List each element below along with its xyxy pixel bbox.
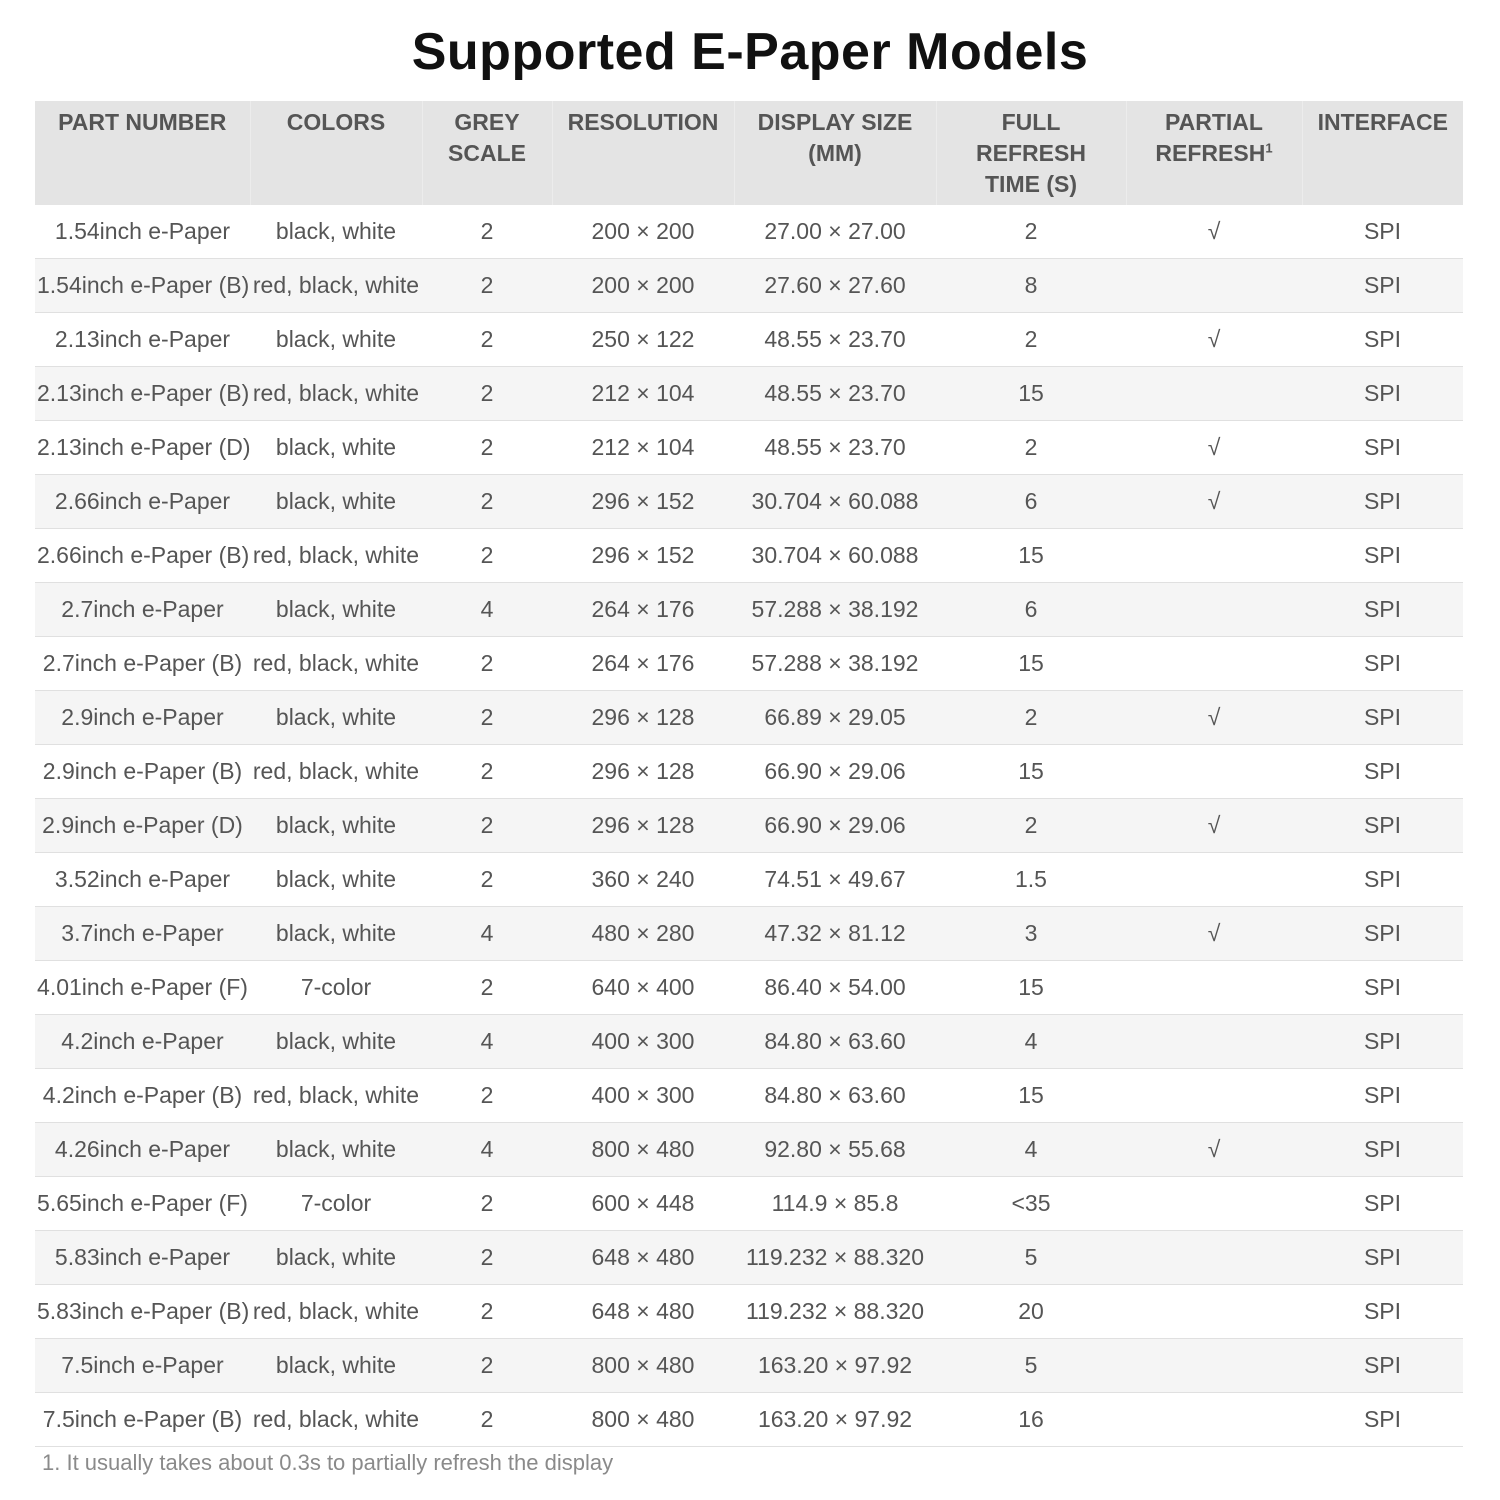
resolution-cell: 296 × 128 — [552, 745, 734, 799]
header-resolution: RESOLUTION — [552, 101, 734, 205]
partial-refresh-cell — [1126, 1339, 1302, 1393]
display-size-cell: 30.704 × 60.088 — [734, 475, 936, 529]
part-number-cell: 5.65inch e-Paper (F) — [35, 1177, 250, 1231]
partial-refresh-cell: √ — [1126, 313, 1302, 367]
header-grey-scale: GREY SCALE — [422, 101, 552, 205]
full-refresh-cell: 2 — [936, 313, 1126, 367]
partial-refresh-cell — [1126, 1231, 1302, 1285]
full-refresh-cell: 2 — [936, 691, 1126, 745]
display-size-cell: 48.55 × 23.70 — [734, 367, 936, 421]
grey-scale-cell: 2 — [422, 529, 552, 583]
table-row — [35, 313, 1463, 367]
grey-scale-cell: 2 — [422, 1285, 552, 1339]
grey-scale-cell: 2 — [422, 961, 552, 1015]
display-size-cell: 47.32 × 81.12 — [734, 907, 936, 961]
display-size-cell: 66.90 × 29.06 — [734, 799, 936, 853]
full-refresh-cell: 1.5 — [936, 853, 1126, 907]
partial-refresh-cell — [1126, 367, 1302, 421]
table-row — [35, 259, 1463, 313]
resolution-cell: 800 × 480 — [552, 1339, 734, 1393]
table-row — [35, 529, 1463, 583]
interface-cell: SPI — [1302, 691, 1463, 745]
table-row — [35, 1123, 1463, 1177]
part-number-cell: 4.2inch e-Paper — [35, 1015, 250, 1069]
footnote: 1. It usually takes about 0.3s to partially refresh the display — [42, 1450, 614, 1475]
part-number-cell: 2.7inch e-Paper (B) — [35, 637, 250, 691]
resolution-cell: 400 × 300 — [552, 1069, 734, 1123]
full-refresh-cell: 15 — [936, 529, 1126, 583]
display-size-cell: 48.55 × 23.70 — [734, 313, 936, 367]
grey-scale-cell: 2 — [422, 1231, 552, 1285]
interface-cell: SPI — [1302, 1393, 1463, 1447]
header-full-refresh: FULL REFRESH TIME (S) — [936, 101, 1126, 205]
partial-refresh-cell — [1126, 1015, 1302, 1069]
colors-cell: black, white — [250, 853, 422, 907]
grey-scale-cell: 4 — [422, 1123, 552, 1177]
resolution-cell: 600 × 448 — [552, 1177, 734, 1231]
grey-scale-cell: 2 — [422, 1177, 552, 1231]
grey-scale-cell: 2 — [422, 475, 552, 529]
interface-cell: SPI — [1302, 907, 1463, 961]
part-number-cell: 2.13inch e-Paper — [35, 313, 250, 367]
grey-scale-cell: 4 — [422, 907, 552, 961]
part-number-cell: 1.54inch e-Paper — [35, 205, 250, 259]
part-number-cell: 3.7inch e-Paper — [35, 907, 250, 961]
partial-refresh-cell — [1126, 745, 1302, 799]
part-number-cell: 1.54inch e-Paper (B) — [35, 259, 250, 313]
display-size-cell: 57.288 × 38.192 — [734, 637, 936, 691]
colors-cell: black, white — [250, 1015, 422, 1069]
resolution-cell: 648 × 480 — [552, 1231, 734, 1285]
colors-cell: black, white — [250, 583, 422, 637]
full-refresh-cell: 15 — [936, 637, 1126, 691]
table-body — [35, 205, 1463, 1447]
display-size-cell: 57.288 × 38.192 — [734, 583, 936, 637]
full-refresh-cell: 16 — [936, 1393, 1126, 1447]
resolution-cell: 800 × 480 — [552, 1393, 734, 1447]
colors-cell: black, white — [250, 313, 422, 367]
table-row — [35, 1069, 1463, 1123]
part-number-cell: 3.52inch e-Paper — [35, 853, 250, 907]
grey-scale-cell: 2 — [422, 637, 552, 691]
interface-cell: SPI — [1302, 961, 1463, 1015]
grey-scale-cell: 2 — [422, 745, 552, 799]
part-number-cell: 4.26inch e-Paper — [35, 1123, 250, 1177]
full-refresh-cell: 4 — [936, 1123, 1126, 1177]
grey-scale-cell: 2 — [422, 691, 552, 745]
part-number-cell: 5.83inch e-Paper — [35, 1231, 250, 1285]
display-size-cell: 27.60 × 27.60 — [734, 259, 936, 313]
resolution-cell: 360 × 240 — [552, 853, 734, 907]
interface-cell: SPI — [1302, 259, 1463, 313]
colors-cell: black, white — [250, 907, 422, 961]
display-size-cell: 86.40 × 54.00 — [734, 961, 936, 1015]
partial-refresh-cell: √ — [1126, 907, 1302, 961]
colors-cell: black, white — [250, 691, 422, 745]
full-refresh-cell: 15 — [936, 1069, 1126, 1123]
display-size-cell: 84.80 × 63.60 — [734, 1015, 936, 1069]
interface-cell: SPI — [1302, 421, 1463, 475]
display-size-cell: 119.232 × 88.320 — [734, 1285, 936, 1339]
resolution-cell: 296 × 128 — [552, 691, 734, 745]
part-number-cell: 2.66inch e-Paper (B) — [35, 529, 250, 583]
grey-scale-cell: 2 — [422, 259, 552, 313]
grey-scale-cell: 2 — [422, 421, 552, 475]
part-number-cell: 5.83inch e-Paper (B) — [35, 1285, 250, 1339]
resolution-cell: 212 × 104 — [552, 421, 734, 475]
partial-refresh-cell — [1126, 1177, 1302, 1231]
full-refresh-cell: 15 — [936, 961, 1126, 1015]
part-number-cell: 2.7inch e-Paper — [35, 583, 250, 637]
resolution-cell: 264 × 176 — [552, 637, 734, 691]
header-colors: COLORS — [250, 101, 422, 205]
table-row — [35, 205, 1463, 259]
resolution-cell: 400 × 300 — [552, 1015, 734, 1069]
full-refresh-cell: 8 — [936, 259, 1126, 313]
colors-cell: red, black, white — [250, 1393, 422, 1447]
grey-scale-cell: 4 — [422, 1015, 552, 1069]
resolution-cell: 296 × 152 — [552, 529, 734, 583]
display-size-cell: 66.89 × 29.05 — [734, 691, 936, 745]
full-refresh-cell: 6 — [936, 583, 1126, 637]
interface-cell: SPI — [1302, 853, 1463, 907]
table-row — [35, 1231, 1463, 1285]
colors-cell: red, black, white — [250, 529, 422, 583]
table-row — [35, 1177, 1463, 1231]
table-row — [35, 799, 1463, 853]
display-size-cell: 163.20 × 97.92 — [734, 1339, 936, 1393]
partial-refresh-cell: √ — [1126, 205, 1302, 259]
table-header — [35, 101, 1463, 205]
full-refresh-cell: <35 — [936, 1177, 1126, 1231]
grey-scale-cell: 2 — [422, 367, 552, 421]
interface-cell: SPI — [1302, 367, 1463, 421]
full-refresh-cell: 5 — [936, 1231, 1126, 1285]
interface-cell: SPI — [1302, 1069, 1463, 1123]
full-refresh-cell: 15 — [936, 745, 1126, 799]
interface-cell: SPI — [1302, 1123, 1463, 1177]
interface-cell: SPI — [1302, 1177, 1463, 1231]
table-row — [35, 583, 1463, 637]
resolution-cell: 480 × 280 — [552, 907, 734, 961]
resolution-cell: 296 × 128 — [552, 799, 734, 853]
part-number-cell: 2.66inch e-Paper — [35, 475, 250, 529]
display-size-cell: 48.55 × 23.70 — [734, 421, 936, 475]
part-number-cell: 2.9inch e-Paper — [35, 691, 250, 745]
display-size-cell: 92.80 × 55.68 — [734, 1123, 936, 1177]
display-size-cell: 66.90 × 29.06 — [734, 745, 936, 799]
header-part-number: PART NUMBER — [35, 101, 250, 205]
colors-cell: black, white — [250, 1231, 422, 1285]
resolution-cell: 250 × 122 — [552, 313, 734, 367]
display-size-cell: 119.232 × 88.320 — [734, 1231, 936, 1285]
resolution-cell: 800 × 480 — [552, 1123, 734, 1177]
full-refresh-cell: 2 — [936, 799, 1126, 853]
interface-cell: SPI — [1302, 313, 1463, 367]
resolution-cell: 264 × 176 — [552, 583, 734, 637]
full-refresh-cell: 5 — [936, 1339, 1126, 1393]
partial-refresh-cell: √ — [1126, 691, 1302, 745]
colors-cell: red, black, white — [250, 367, 422, 421]
grey-scale-cell: 4 — [422, 583, 552, 637]
grey-scale-cell: 2 — [422, 1339, 552, 1393]
table-row — [35, 421, 1463, 475]
display-size-cell: 114.9 × 85.8 — [734, 1177, 936, 1231]
table-row — [35, 745, 1463, 799]
colors-cell: 7-color — [250, 1177, 422, 1231]
colors-cell: 7-color — [250, 961, 422, 1015]
resolution-cell: 200 × 200 — [552, 259, 734, 313]
interface-cell: SPI — [1302, 1285, 1463, 1339]
partial-refresh-cell — [1126, 853, 1302, 907]
grey-scale-cell: 2 — [422, 1393, 552, 1447]
models-table — [35, 101, 1463, 1447]
part-number-cell: 2.9inch e-Paper (B) — [35, 745, 250, 799]
header-interface: INTERFACE — [1302, 101, 1463, 205]
full-refresh-cell: 2 — [936, 205, 1126, 259]
interface-cell: SPI — [1302, 1015, 1463, 1069]
colors-cell: black, white — [250, 1339, 422, 1393]
table-row — [35, 853, 1463, 907]
full-refresh-cell: 3 — [936, 907, 1126, 961]
part-number-cell: 4.01inch e-Paper (F) — [35, 961, 250, 1015]
partial-refresh-cell — [1126, 1069, 1302, 1123]
grey-scale-cell: 2 — [422, 799, 552, 853]
grey-scale-cell: 2 — [422, 205, 552, 259]
full-refresh-cell: 4 — [936, 1015, 1126, 1069]
colors-cell: red, black, white — [250, 637, 422, 691]
partial-refresh-cell — [1126, 259, 1302, 313]
table-row — [35, 1339, 1463, 1393]
table-row — [35, 691, 1463, 745]
grey-scale-cell: 2 — [422, 1069, 552, 1123]
table-row — [35, 367, 1463, 421]
colors-cell: black, white — [250, 1123, 422, 1177]
colors-cell: black, white — [250, 421, 422, 475]
full-refresh-cell: 20 — [936, 1285, 1126, 1339]
colors-cell: black, white — [250, 475, 422, 529]
partial-refresh-cell: √ — [1126, 421, 1302, 475]
partial-refresh-cell — [1126, 1393, 1302, 1447]
table-row — [35, 475, 1463, 529]
display-size-cell: 30.704 × 60.088 — [734, 529, 936, 583]
full-refresh-cell: 2 — [936, 421, 1126, 475]
part-number-cell: 4.2inch e-Paper (B) — [35, 1069, 250, 1123]
resolution-cell: 200 × 200 — [552, 205, 734, 259]
part-number-cell: 2.13inch e-Paper (B) — [35, 367, 250, 421]
part-number-cell: 7.5inch e-Paper — [35, 1339, 250, 1393]
display-size-cell: 74.51 × 49.67 — [734, 853, 936, 907]
interface-cell: SPI — [1302, 1231, 1463, 1285]
header-display-size: DISPLAY SIZE (MM) — [734, 101, 936, 205]
colors-cell: red, black, white — [250, 1285, 422, 1339]
part-number-cell: 2.13inch e-Paper (D) — [35, 421, 250, 475]
colors-cell: red, black, white — [250, 1069, 422, 1123]
colors-cell: red, black, white — [250, 745, 422, 799]
partial-refresh-cell: √ — [1126, 475, 1302, 529]
full-refresh-cell: 6 — [936, 475, 1126, 529]
partial-refresh-cell — [1126, 583, 1302, 637]
grey-scale-cell: 2 — [422, 313, 552, 367]
display-size-cell: 163.20 × 97.92 — [734, 1393, 936, 1447]
partial-refresh-cell: √ — [1126, 799, 1302, 853]
full-refresh-cell: 15 — [936, 367, 1126, 421]
display-size-cell: 27.00 × 27.00 — [734, 205, 936, 259]
table-row — [35, 1015, 1463, 1069]
interface-cell: SPI — [1302, 475, 1463, 529]
interface-cell: SPI — [1302, 205, 1463, 259]
interface-cell: SPI — [1302, 637, 1463, 691]
display-size-cell: 84.80 × 63.60 — [734, 1069, 936, 1123]
grey-scale-cell: 2 — [422, 853, 552, 907]
interface-cell: SPI — [1302, 529, 1463, 583]
resolution-cell: 640 × 400 — [552, 961, 734, 1015]
interface-cell: SPI — [1302, 1339, 1463, 1393]
table-row — [35, 1285, 1463, 1339]
interface-cell: SPI — [1302, 745, 1463, 799]
page-title: Supported E-Paper Models — [411, 23, 1089, 81]
interface-cell: SPI — [1302, 583, 1463, 637]
header-partial-refresh: PARTIAL REFRESH$^1$ — [1126, 101, 1302, 205]
resolution-cell: 296 × 152 — [552, 475, 734, 529]
partial-refresh-cell — [1126, 529, 1302, 583]
table-row — [35, 1393, 1463, 1447]
table-row — [35, 961, 1463, 1015]
partial-refresh-cell: √ — [1126, 1123, 1302, 1177]
partial-refresh-cell — [1126, 637, 1302, 691]
resolution-cell: 648 × 480 — [552, 1285, 734, 1339]
colors-cell: red, black, white — [250, 259, 422, 313]
interface-cell: SPI — [1302, 799, 1463, 853]
part-number-cell: 7.5inch e-Paper (B) — [35, 1393, 250, 1447]
resolution-cell: 212 × 104 — [552, 367, 734, 421]
header-row — [35, 101, 1463, 205]
table-row — [35, 907, 1463, 961]
partial-refresh-cell — [1126, 1285, 1302, 1339]
partial-refresh-cell — [1126, 961, 1302, 1015]
colors-cell: black, white — [250, 205, 422, 259]
part-number-cell: 2.9inch e-Paper (D) — [35, 799, 250, 853]
colors-cell: black, white — [250, 799, 422, 853]
table-row — [35, 637, 1463, 691]
